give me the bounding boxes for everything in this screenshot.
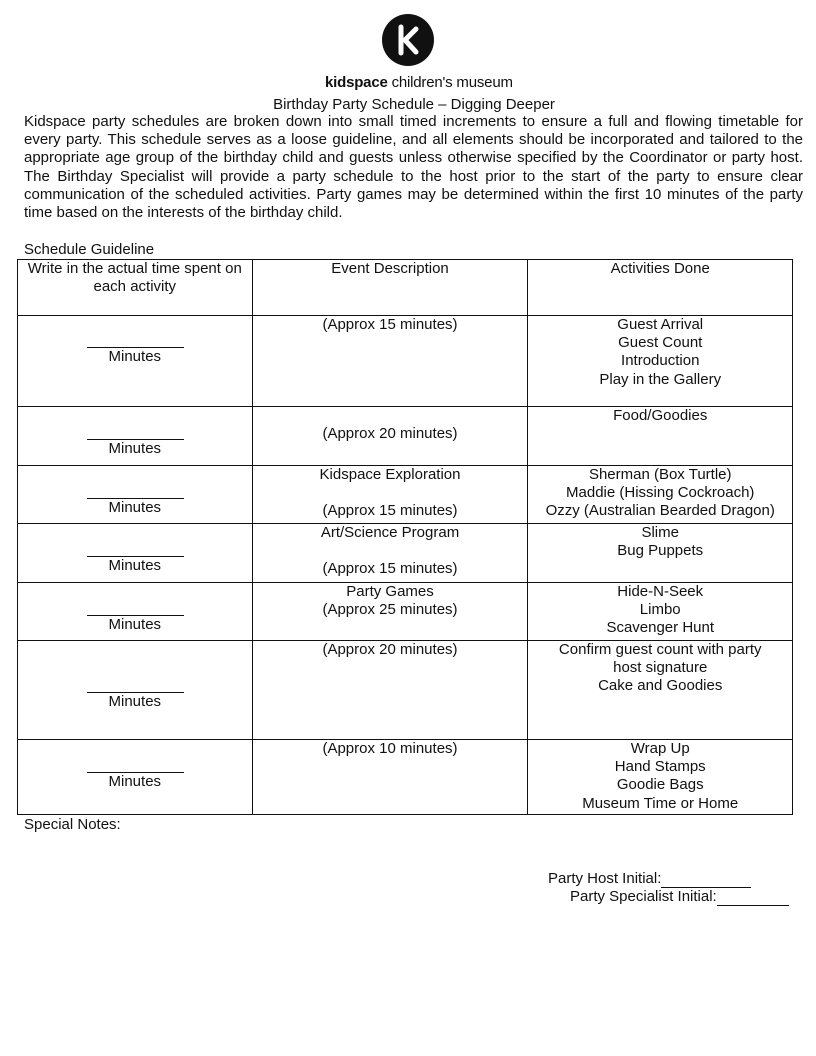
specialist-initial-field[interactable] — [717, 888, 789, 906]
table-row — [18, 641, 793, 740]
table-header-row — [18, 260, 793, 316]
host-initial — [548, 870, 751, 888]
event-cell — [252, 316, 528, 407]
schedule-guideline-label: Schedule Guideline — [24, 241, 155, 258]
activity-item: Bug Puppets — [617, 542, 704, 560]
activity-item: Guest Arrival — [617, 316, 704, 333]
activities-cell — [528, 316, 793, 407]
minutes-label: Minutes — [108, 499, 162, 516]
table-row — [18, 316, 793, 407]
activity-item: Hand Stamps — [614, 758, 706, 776]
time-cell[interactable] — [18, 641, 253, 740]
event-line: (Approx 15 minutes) — [322, 560, 458, 578]
minutes-label: Minutes — [108, 773, 162, 790]
event-line: (Approx 20 minutes) — [322, 641, 458, 658]
activities-cell — [528, 641, 793, 740]
event-cell — [252, 740, 528, 815]
brand-rest: children's museum — [387, 74, 513, 91]
event-line — [257, 407, 524, 425]
activity-item: Goodie Bags — [616, 776, 704, 794]
activity-item: Ozzy (Australian Bearded Dragon) — [545, 502, 775, 520]
activity-item: host signature — [613, 659, 708, 677]
time-cell[interactable] — [18, 466, 253, 524]
activity-item: Sherman (Box Turtle) — [588, 466, 732, 483]
time-cell[interactable] — [18, 524, 253, 583]
activity-item: Confirm guest count with party — [558, 641, 762, 658]
intro-paragraph: Kidspace party schedules are broken down into small timed increments to ensure a full and flowing timetable for every party. This schedule serves as a loose guideline, and all elements should be incorporated and tailored to the appropriate age group of the birthday child and guests unless otherwise specified by the Coordinator or party host. The Birthday Specialist will provide a party schedule to the host prior to the start of the party to ensure clear communication of the scheduled activities. Party games may be determined within the first 10 minutes of the party time based on the interests of the birthday child. — [24, 113, 803, 222]
minutes-label: Minutes — [108, 693, 162, 710]
activity-item: Museum Time or Home — [582, 794, 739, 812]
minutes-label: Minutes — [108, 616, 162, 633]
minutes-label: Minutes — [108, 557, 162, 574]
event-line: (Approx 25 minutes) — [322, 601, 458, 619]
activities-cell — [528, 583, 793, 641]
table-row — [18, 740, 793, 815]
table-row — [18, 466, 793, 524]
table-row — [18, 524, 793, 583]
table-row — [18, 583, 793, 641]
time-cell[interactable] — [18, 316, 253, 407]
k-logo-icon — [382, 14, 434, 66]
specialist-initial-label: Party Specialist Initial: — [570, 888, 717, 905]
time-cell[interactable] — [18, 583, 253, 641]
logo — [0, 14, 816, 66]
logo-circle — [382, 14, 434, 66]
activity-item: Hide-N-Seek — [617, 583, 704, 600]
event-line: (Approx 15 minutes) — [322, 502, 458, 520]
brand-name — [325, 74, 513, 91]
event-line: Kidspace Exploration — [319, 466, 461, 483]
event-line: (Approx 20 minutes) — [322, 425, 458, 443]
event-line — [257, 542, 524, 560]
activity-item: Introduction — [621, 352, 700, 370]
activities-cell — [528, 740, 793, 815]
host-initial-label: Party Host Initial: — [548, 870, 662, 887]
time-cell[interactable] — [18, 407, 253, 466]
special-notes-label: Special Notes: — [24, 816, 121, 833]
minutes-label: Minutes — [108, 348, 162, 365]
event-cell — [252, 583, 528, 641]
brand-bold: kidspace — [325, 74, 388, 91]
activity-item: Cake and Goodies — [598, 677, 723, 695]
event-cell — [252, 524, 528, 583]
event-line: Party Games — [346, 583, 434, 600]
activity-item: Play in the Gallery — [599, 370, 722, 388]
activity-item: Food/Goodies — [613, 407, 708, 424]
host-initial-field[interactable] — [661, 870, 751, 888]
minutes-label: Minutes — [108, 440, 162, 457]
activity-item: Guest Count — [618, 334, 703, 352]
activities-cell — [528, 524, 793, 583]
event-line: (Approx 15 minutes) — [322, 316, 458, 333]
activity-item: Slime — [641, 524, 679, 541]
header-time: Write in the actual time spent on each activity — [18, 260, 253, 316]
event-line — [257, 484, 524, 502]
specialist-initial — [570, 888, 789, 906]
activity-item: Limbo — [639, 601, 681, 619]
header-activities: Activities Done — [528, 260, 793, 316]
event-cell — [252, 407, 528, 466]
activities-cell — [528, 407, 793, 466]
activity-item: Maddie (Hissing Cockroach) — [566, 484, 755, 502]
page-title: Birthday Party Schedule – Digging Deeper — [273, 96, 555, 113]
event-cell — [252, 466, 528, 524]
event-line: (Approx 10 minutes) — [322, 740, 458, 757]
event-line: Art/Science Program — [320, 524, 460, 541]
activity-item: Scavenger Hunt — [606, 619, 715, 637]
header-event: Event Description — [252, 260, 528, 316]
time-cell[interactable] — [18, 740, 253, 815]
activities-cell — [528, 466, 793, 524]
event-cell — [252, 641, 528, 740]
table-row — [18, 407, 793, 466]
activity-item: Wrap Up — [630, 740, 690, 757]
schedule-table — [17, 259, 793, 815]
